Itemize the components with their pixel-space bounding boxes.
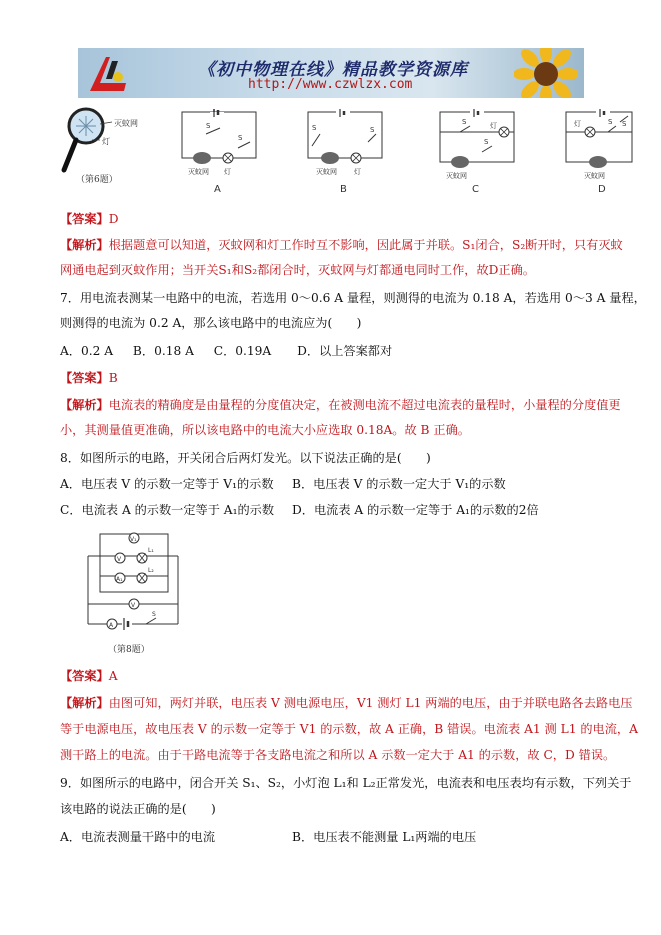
bug-zapper-net-icon <box>451 156 469 168</box>
circuit-label-c: C <box>472 184 479 195</box>
analysis-text: 由图可知，两灯并联，电压表 V 测电源电压，V1 测灯 L1 两端的电压，由于并联电路各去路电压 <box>108 696 633 710</box>
q8-stem: 8．如图所示的电路，开关闭合后两灯发光。以下说法正确的是( ) <box>60 451 431 465</box>
circuit-c <box>434 108 524 198</box>
svg-text:V: V <box>131 602 136 609</box>
q8-caption: （第8题） <box>108 645 150 655</box>
answer-value: A <box>108 669 118 683</box>
q7-option-a[interactable]: A．0.2 A <box>60 344 114 358</box>
analysis-tag: 【解析】 <box>60 238 109 252</box>
answer-tag: 【答案】 <box>60 371 109 385</box>
q9-stem-line2: 该电路的说法正确的是( ) <box>60 802 216 816</box>
answer-tag: 【答案】 <box>60 669 109 683</box>
svg-text:灭蚊网: 灭蚊网 <box>446 172 467 180</box>
q8-analysis-line2: 等于电源电压，故电压表 V 的示数一定等于 V1 的示数，故 A 正确，B 错误。电流表 A1 测 L1 的电流，A <box>60 722 638 736</box>
analysis-tag: 【解析】 <box>60 398 109 412</box>
svg-text:S: S <box>484 138 489 146</box>
sunflower-icon <box>514 48 578 98</box>
q7-analysis-line1 <box>60 396 621 414</box>
q6-answer <box>60 210 119 228</box>
q9-option-a[interactable]: A．电流表测量干路中的电流 <box>60 830 216 844</box>
svg-text:灭蚊网: 灭蚊网 <box>316 168 337 176</box>
svg-text:灯: 灯 <box>574 120 581 128</box>
q9-option-b[interactable]: B．电压表不能测量 L₁两端的电压 <box>292 830 477 844</box>
q6-analysis-line2: 网通电起到灭蚊作用；当开关S₁和S₂都闭合时，灭蚊网与灯都通电同时工作，故D正确。 <box>60 263 535 277</box>
bug-zapper-net-icon <box>589 156 607 168</box>
q8-analysis-line3: 测干路上的电流。由于干路电流等于各支路电流之和所以 A 示数一定大于 A1 的示数，故 C，D 错误。 <box>60 748 616 762</box>
q8-option-b[interactable]: B．电压表 V 的示数一定大于 V₁的示数 <box>292 477 506 491</box>
svg-text:灯: 灯 <box>490 122 497 130</box>
q6-caption: （第6题） <box>76 175 118 185</box>
svg-text:灭蚊网: 灭蚊网 <box>584 172 605 180</box>
q8-answer <box>60 667 118 685</box>
q7-answer <box>60 369 118 387</box>
q7-option-d[interactable]: D．以上答案都对 <box>297 344 393 358</box>
svg-text:S: S <box>312 124 317 132</box>
analysis-text: 电流表的精确度是由量程的分度值决定，在被测电流不超过电流表的量程时，小量程的分度值更 <box>108 398 621 412</box>
q6-analysis-line1 <box>60 236 623 254</box>
banner-url[interactable]: http://www.czwlzx.com <box>248 77 413 92</box>
svg-text:A: A <box>109 622 114 629</box>
q7-stem-line1: 7．用电流表测某一电路中的电流，若选用 0～0.6 A 量程，则测得的电流为 0.18 A，若选用 0～3 A 量程， <box>60 291 646 305</box>
circuit-label-d: D <box>598 184 606 195</box>
svg-text:灯: 灯 <box>224 168 231 176</box>
svg-text:S: S <box>622 120 627 128</box>
q7-option-b[interactable]: B．0.18 A <box>132 344 194 358</box>
svg-text:L₂: L₂ <box>148 567 154 574</box>
svg-text:V: V <box>117 556 122 563</box>
svg-text:S: S <box>370 126 375 134</box>
svg-text:A₁: A₁ <box>116 576 123 583</box>
svg-text:S: S <box>608 118 613 126</box>
answer-value: B <box>108 371 118 385</box>
answer-tag: 【答案】 <box>60 212 109 226</box>
magnifier-label-net: 灭蚊网 <box>114 119 138 128</box>
svg-text:L₁: L₁ <box>148 547 154 554</box>
bug-zapper-net-icon <box>193 152 211 164</box>
answer-value: D <box>108 212 119 226</box>
q9-stem-line1: 9．如图所示的电路中，闭合开关 S₁、S₂，小灯泡 L₁和 L₂正常发光，电流表和电压表均有示数，下列关于 <box>60 776 632 790</box>
q7-options <box>60 342 392 360</box>
svg-text:S: S <box>462 118 467 126</box>
svg-text:V₁: V₁ <box>130 536 137 543</box>
svg-text:灭蚊网: 灭蚊网 <box>188 168 209 176</box>
q7-stem-line2: 则测得的电流为 0.2 A，那么该电路中的电流应为( ) <box>60 316 362 330</box>
circuit-label-a: A <box>214 184 221 195</box>
bug-zapper-net-icon <box>321 152 339 164</box>
svg-text:灯: 灯 <box>354 168 361 176</box>
banner-title: 《初中物理在线》精品教学资源库 <box>198 60 468 80</box>
q8-analysis-line1 <box>60 694 632 712</box>
q8-option-a[interactable]: A．电压表 V 的示数一定等于 V₁的示数 <box>60 477 274 491</box>
svg-text:S: S <box>238 134 243 142</box>
q7-analysis-line2: 小，其测量值更准确，所以该电路中的电流大小应选取 0.18A。故 B 正确。 <box>60 423 470 437</box>
analysis-tag: 【解析】 <box>60 696 109 710</box>
circuit-label-b: B <box>340 184 347 195</box>
q8-option-d[interactable]: D．电流表 A 的示数一定等于 A₁的示数的2倍 <box>292 503 539 517</box>
header-banner <box>78 48 584 98</box>
q8-option-c[interactable]: C．电流表 A 的示数一定等于 A₁的示数 <box>60 503 275 517</box>
magnifier-label-lamp: 灯 <box>102 137 110 146</box>
svg-text:S: S <box>206 122 211 130</box>
q7-option-c[interactable]: C．0.19A <box>213 344 272 358</box>
logo-icon <box>86 51 130 95</box>
analysis-text: 根据题意可以知道，灭蚊网和灯工作时互不影响，因此属于并联。S₁闭合，S₂断开时，只有灭蚊 <box>108 238 623 252</box>
q8-circuit <box>78 528 188 640</box>
svg-text:S: S <box>152 611 156 618</box>
